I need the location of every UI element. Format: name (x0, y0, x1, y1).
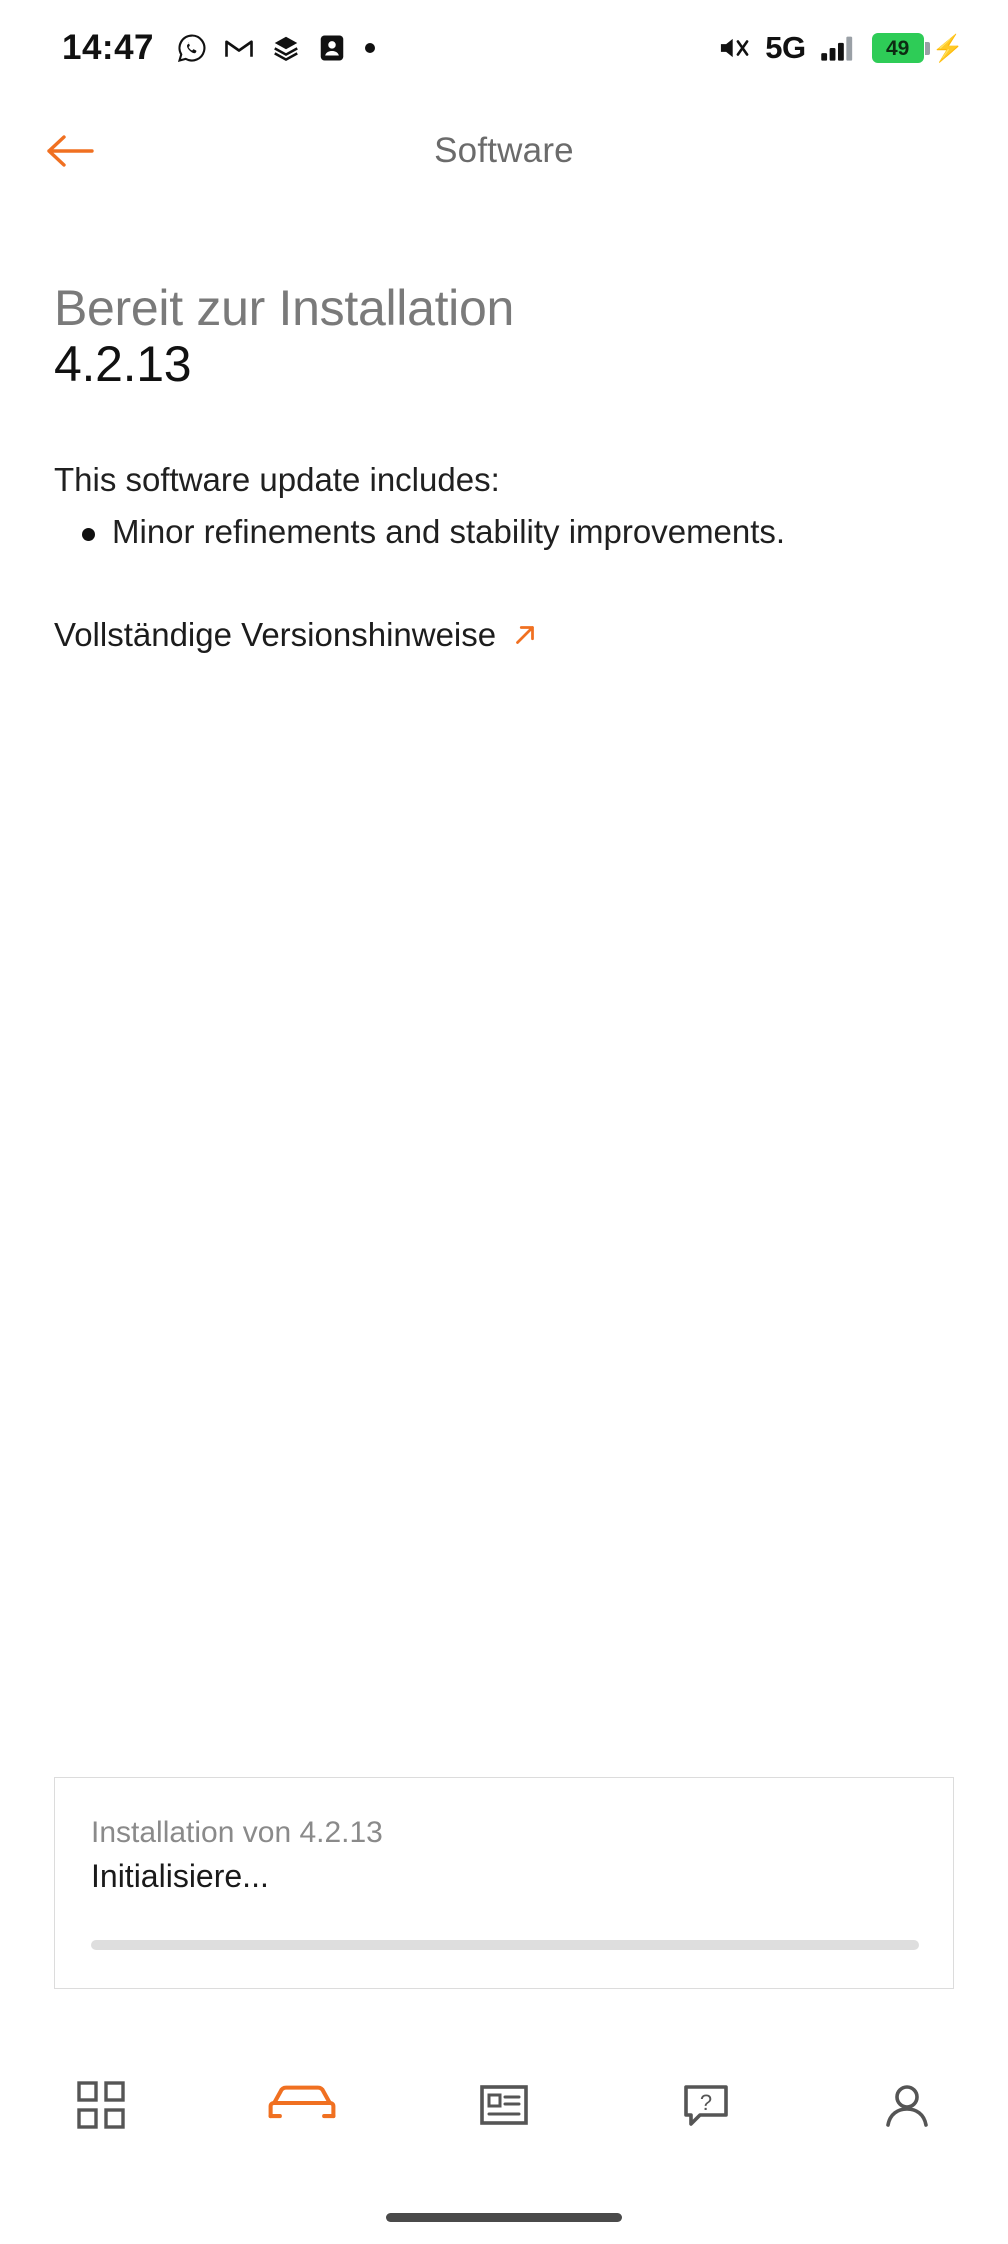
battery-indicator (872, 33, 964, 64)
install-progress-bar (91, 1940, 919, 1950)
bottom-navigation (0, 2040, 1008, 2170)
nav-item-help[interactable] (605, 2040, 807, 2170)
list-card-icon (476, 2077, 532, 2133)
help-bubble-icon (678, 2077, 734, 2133)
install-progress-card (54, 1777, 954, 1989)
signal-icon (820, 33, 858, 63)
full-release-notes-link[interactable] (0, 616, 1008, 654)
install-card-status: Initialisiere... (91, 1857, 269, 1894)
network-type-label: 5G (765, 30, 806, 65)
notes-intro-text: This software update includes: (54, 461, 500, 498)
nav-item-profile[interactable] (806, 2040, 1008, 2170)
heading-block (0, 206, 1008, 394)
nav-item-car[interactable] (202, 2040, 404, 2170)
svg-text:?: ? (699, 2089, 712, 2115)
gmail-icon (224, 36, 254, 60)
app-bar (0, 96, 1008, 206)
external-link-arrow-icon (510, 620, 540, 650)
contacts-icon (318, 33, 346, 63)
home-indicator (386, 2213, 622, 2222)
back-arrow-icon (44, 131, 96, 171)
charging-bolt-icon: ⚡ (931, 32, 964, 63)
status-bar-left (62, 28, 377, 68)
grid-icon (73, 2077, 129, 2133)
profile-icon (879, 2077, 935, 2133)
page-title: Software (434, 131, 574, 170)
whatsapp-icon (177, 33, 207, 63)
car-icon (265, 2081, 339, 2129)
newsletter-icon (271, 33, 301, 63)
status-bar (0, 0, 1008, 96)
dot-icon (363, 41, 377, 55)
status-bar-clock: 14:47 (62, 28, 155, 67)
install-ready-heading: Bereit zur Installation (54, 280, 514, 336)
release-notes-block (0, 394, 1008, 554)
full-release-notes-label: Vollständige Versionshinweise (54, 616, 497, 654)
list-item: Minor refinements and stability improvements. (70, 510, 954, 555)
battery-cap (925, 42, 930, 55)
battery-percent-label: 49 (885, 36, 910, 60)
mute-icon (717, 33, 751, 63)
main-content (0, 206, 1008, 654)
notes-list (54, 510, 954, 555)
status-bar-right (717, 30, 964, 66)
back-button[interactable] (38, 119, 102, 183)
version-number: 4.2.13 (54, 336, 192, 392)
install-card-title: Installation von 4.2.13 (91, 1816, 383, 1849)
nav-item-list[interactable] (403, 2040, 605, 2170)
nav-item-grid[interactable] (0, 2040, 202, 2170)
